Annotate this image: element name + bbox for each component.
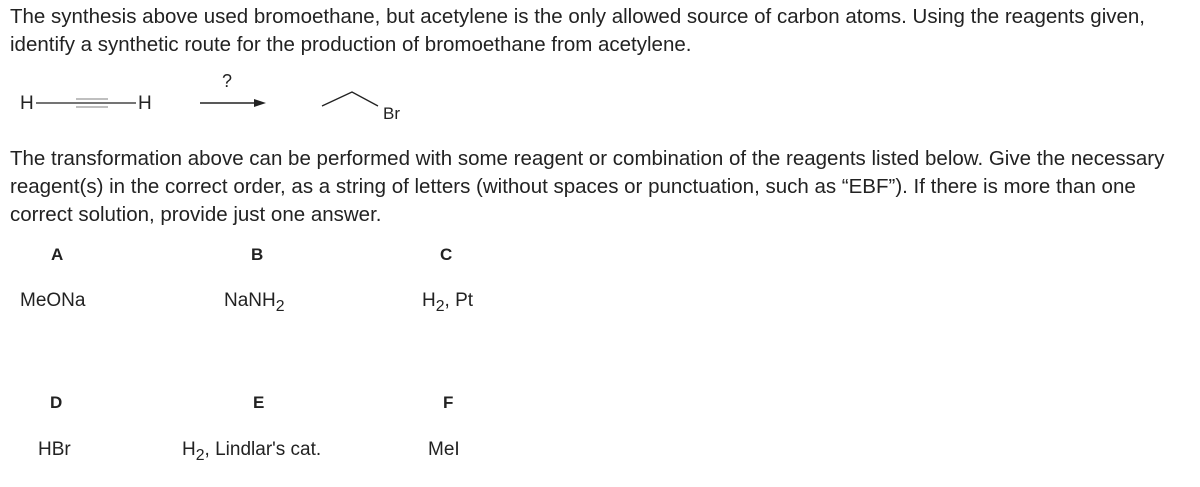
reagent-c-tail: , Pt	[444, 290, 474, 311]
bromine-label: Br	[383, 104, 400, 123]
reagent-b-name: NaNH	[224, 290, 276, 311]
reagent-letter-b: B	[251, 245, 264, 264]
reagent-e-subscript: 2	[195, 446, 205, 464]
arrow-label: ?	[222, 71, 233, 91]
reagent-c	[422, 290, 473, 316]
reagent-letter-d: D	[50, 393, 63, 412]
reaction-scheme	[0, 68, 560, 128]
reagent-d	[38, 439, 71, 461]
reagent-f-name: MeI	[428, 439, 460, 460]
reagent-letter-e: E	[253, 393, 265, 412]
reagent-c-name: H	[422, 290, 436, 311]
reagent-letter-c: C	[440, 245, 453, 264]
reagent-letter-a: A	[51, 245, 64, 264]
triple-bond-icon	[36, 99, 136, 107]
reagent-e-name: H	[182, 439, 196, 460]
acetylene-h-left: H	[20, 93, 34, 114]
reaction-arrow-icon	[200, 99, 266, 107]
reagent-b	[224, 290, 285, 316]
intro-text: The synthesis above used bromoethane, but acetylene is the only allowed source of carbon atoms. Using the reagents given, identify a synthetic route for the production of bromoethane from acetylene.	[10, 5, 1146, 56]
acetylene-h-right: H	[138, 93, 152, 114]
reagent-f	[428, 439, 460, 461]
reagent-a-name: MeONa	[20, 290, 86, 311]
bromoethane-skeleton	[322, 92, 378, 106]
question-text: The transformation above can be performed with some reagent or combination of the reagents listed below. Give the necessary reagent(s) in the correct order, as a string of letters (without spaces or punctuation, such as “EBF”). If there is more than one correct solution, provide just one answer.	[10, 147, 1165, 226]
reagent-e-tail: , Lindlar's cat.	[204, 439, 322, 460]
reagent-e	[182, 439, 321, 465]
reagent-b-subscript: 2	[275, 297, 285, 315]
reagent-letter-f: F	[443, 393, 454, 412]
reagent-a	[20, 290, 85, 312]
reagent-d-name: HBr	[38, 439, 71, 460]
reagent-c-subscript: 2	[435, 297, 445, 315]
